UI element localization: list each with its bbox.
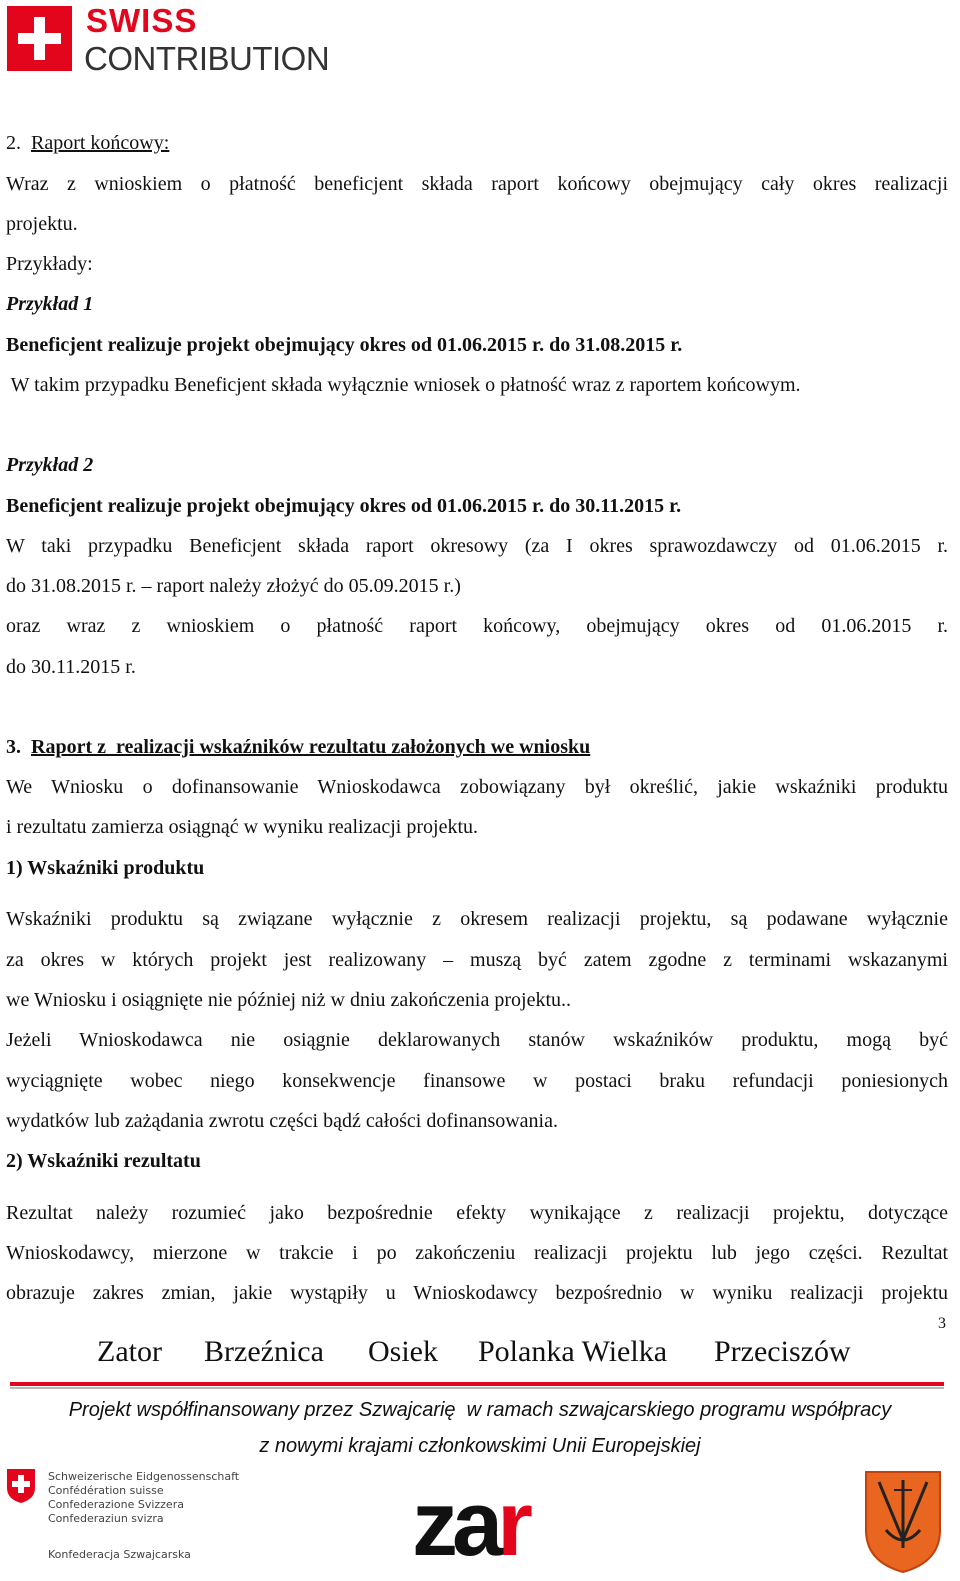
zar-logo: zar	[412, 1473, 527, 1575]
cofinance-line1: Projekt współfinansowany przez Szwajcarię w ramach szwajcarskiego programu współpracy	[68, 1399, 892, 1421]
sub1-line: Jeżeli Wnioskodawca nie osiągnie deklarowanych stanów wskaźników produktu, mogą być	[6, 1029, 948, 1051]
swiss-cross-icon	[7, 6, 72, 71]
sub1-heading: 1) Wskaźniki produktu	[6, 857, 205, 879]
section3-heading: 3. Raport z realizacji wskaźników rezultatu założonych we wniosku	[6, 736, 591, 758]
example2-title: Przykład 2	[6, 454, 94, 476]
town-name: Przeciszów	[714, 1335, 851, 1368]
sub2-line: obrazuje zakres zmian, jakie wystąpiły u Wnioskodawcy bezpośrednio w wyniku realizacji projektu	[6, 1282, 948, 1304]
town-name: Brzeźnica	[204, 1335, 324, 1368]
sub2-heading: 2) Wskaźniki rezultatu	[6, 1150, 201, 1172]
example2-bold-line: Beneficjent realizuje projekt obejmujący okres od 01.06.2015 r. do 30.11.2015 r.	[6, 495, 682, 517]
sub1-line: wyciągnięte wobec niego konsekwencje finansowe w postaci braku refundacji poniesionych	[6, 1070, 948, 1092]
logo-text-contribution: CONTRIBUTION	[84, 40, 330, 77]
page-number: 3	[938, 1315, 946, 1332]
sub2-line: Rezultat należy rozumieć jako bezpośrednie efekty wynikające z realizacji projektu, dotyczące	[6, 1202, 948, 1224]
sub1-line: wydatków lub zażądania zwrotu części bądź całości dofinansowania.	[6, 1110, 558, 1132]
section2-intro-line2: projektu.	[6, 213, 78, 235]
example2-text-line2: do 31.08.2015 r. – raport należy złożyć do 05.09.2015 r.)	[6, 575, 461, 597]
confederation-polish-name: Konfederacja Szwajcarska	[48, 1548, 191, 1561]
footer-red-divider	[10, 1382, 944, 1386]
section3-intro-line1: We Wniosku o dofinansowanie Wnioskodawca zobowiązany był określić, jakie wskaźniki produktu	[6, 776, 948, 798]
swiss-shield-icon	[6, 1468, 36, 1504]
cofinance-line2: z nowymi krajami członkowskimi Unii Europejskiej	[259, 1435, 701, 1457]
town-name: Osiek	[368, 1335, 438, 1368]
section2-intro-line1: Wraz z wnioskiem o płatność beneficjent składa raport końcowy obejmujący cały okres realizacji	[6, 173, 948, 195]
sub1-line: we Wniosku i osiągnięte nie później niż w dniu zakończenia projektu..	[6, 989, 572, 1011]
example1-bold-line: Beneficjent realizuje projekt obejmujący okres od 01.06.2015 r. do 31.08.2015 r.	[6, 334, 683, 356]
logo-text-swiss: SWISS	[86, 2, 198, 39]
confederation-names: Schweizerische Eidgenossenschaft Confédération suisse Confederazione Svizzera Confederaziun svizra	[48, 1470, 240, 1525]
example2-text-line3: oraz wraz z wnioskiem o płatność raport końcowy, obejmujący okres od 01.06.2015 r.	[6, 615, 948, 637]
town-name: Polanka Wielka	[478, 1335, 668, 1368]
footer-gray-divider	[10, 1387, 944, 1389]
sub2-line: Wnioskodawcy, mierzone w trakcie i po zakończeniu realizacji projektu lub jego części. Rezultat	[6, 1242, 948, 1264]
town-name: Zator	[97, 1335, 162, 1368]
examples-label: Przykłady:	[6, 253, 93, 275]
example1-text-line: W takim przypadku Beneficjent składa wyłącznie wniosek o płatność wraz z raportem końcowym.	[6, 374, 801, 396]
coat-of-arms-icon	[864, 1470, 942, 1574]
sub1-line: Wskaźniki produktu są związane wyłącznie z okresem realizacji projektu, są podawane wyłącznie	[6, 908, 948, 930]
sub1-line: za okres w których projekt jest realizowany – muszą być zatem zgodne z terminami wskazanymi	[6, 949, 948, 971]
section3-intro-line2: i rezultatu zamierza osiągnąć w wyniku realizacji projektu.	[6, 816, 479, 838]
example2-text-line1: W taki przypadku Beneficjent składa raport okresowy (za I okres sprawozdawczy od 01.06.2015 r.	[6, 535, 948, 557]
example2-text-line4: do 30.11.2015 r.	[6, 656, 136, 678]
section2-heading: 2. Raport końcowy:	[6, 132, 170, 154]
example1-title: Przykład 1	[6, 293, 94, 315]
